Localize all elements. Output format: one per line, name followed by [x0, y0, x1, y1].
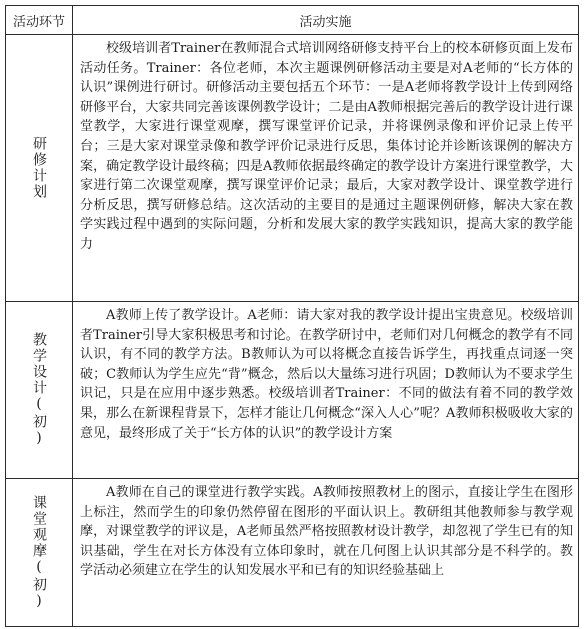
stage-label: 教学设计(初)	[31, 332, 47, 448]
activity-table	[5, 5, 579, 627]
table-row	[6, 34, 578, 301]
stage-cell	[6, 479, 73, 626]
content-cell	[73, 35, 578, 301]
table-row	[6, 478, 578, 626]
content-text: 校级培训者Trainer在教师混合式培训网络研修支持平台上的校本研修页面上发布活动任务。Trainer：各位老师，本次主题课例研修活动主要是对A老师的“长方体的认识”课例进行研讨。研修活动主要包括五个环节：一是A老师将教学设计上传到网络研修平台，大家共同完善该课例教学设计；二是由A教师根据完善后的教学设计进行课堂教学，大家进行课堂观摩，撰写课堂评价记录，并将课例录像和评价记录上传平台；三是大家对课堂录像和教学评价记录进行反思，集体讨论并诊断该课例的解决方案，确定教学设计最终稿；四是A教师依据最终确定的教学设计方案进行课堂教学，大家进行第二次课堂观摩，撰写课堂评价记录；最后，大家对教学设计、课堂教学进行分析反思，撰写研修总结。这次活动的主要目的是通过主题课例研修，解决大家在教学实践过程中遇到的实际问题，分析和发展大家的教学实践知识，提高大家的教学能力	[80, 41, 573, 252]
stage-label: 研修计划	[31, 136, 47, 200]
header-content: 活动实施	[299, 14, 352, 30]
content-text: A教师在自己的课堂进行教学实践。A教师按照教材上的图示，直接让学生在图形上标注，然而学生的印象仍然停留在图形的平面认识上。教研组其他教师参与教学观摩，对课堂教学的评议是，A老师虽然严格按照教材设计教学，却忽视了学生已有的知识基础，学生在对长方体没有立体印象时，就在几何图上认识其部分是不科学的。教学活动必须建立在学生的认知发展水平和已有的知识经验基础上	[80, 485, 573, 579]
table-row	[6, 301, 578, 478]
stage-label: 课堂观摩(初)	[31, 494, 47, 611]
content-text: A教师上传了教学设计。A老师：请大家对我的教学设计提出宝贵意见。校级培训者Trainer引导大家积极思考和讨论。在教学研讨中，老师们对几何概念的教学有不同认识，有不同的教学方法。B教师认为可以将概念直接告诉学生，再找重点词逐一突破；C教师认为学生应先“背”概念，然后以大量练习进行巩固；D教师认为不要求学生识记，只是在应用中逐步熟悉。校级培训者Trainer：不同的做法有着不同的教学效果，那么在新课程背景下，怎样才能让几何概念“深入人心”呢？A教师积极吸收大家的意见，最终形成了关于“长方体的认识”的教学设计方案	[80, 308, 573, 441]
table-header-row	[6, 6, 578, 34]
header-stage: 活动环节	[6, 6, 73, 34]
stage-cell	[6, 302, 73, 478]
content-cell	[73, 302, 578, 478]
content-cell	[73, 479, 578, 626]
stage-cell	[6, 35, 73, 301]
